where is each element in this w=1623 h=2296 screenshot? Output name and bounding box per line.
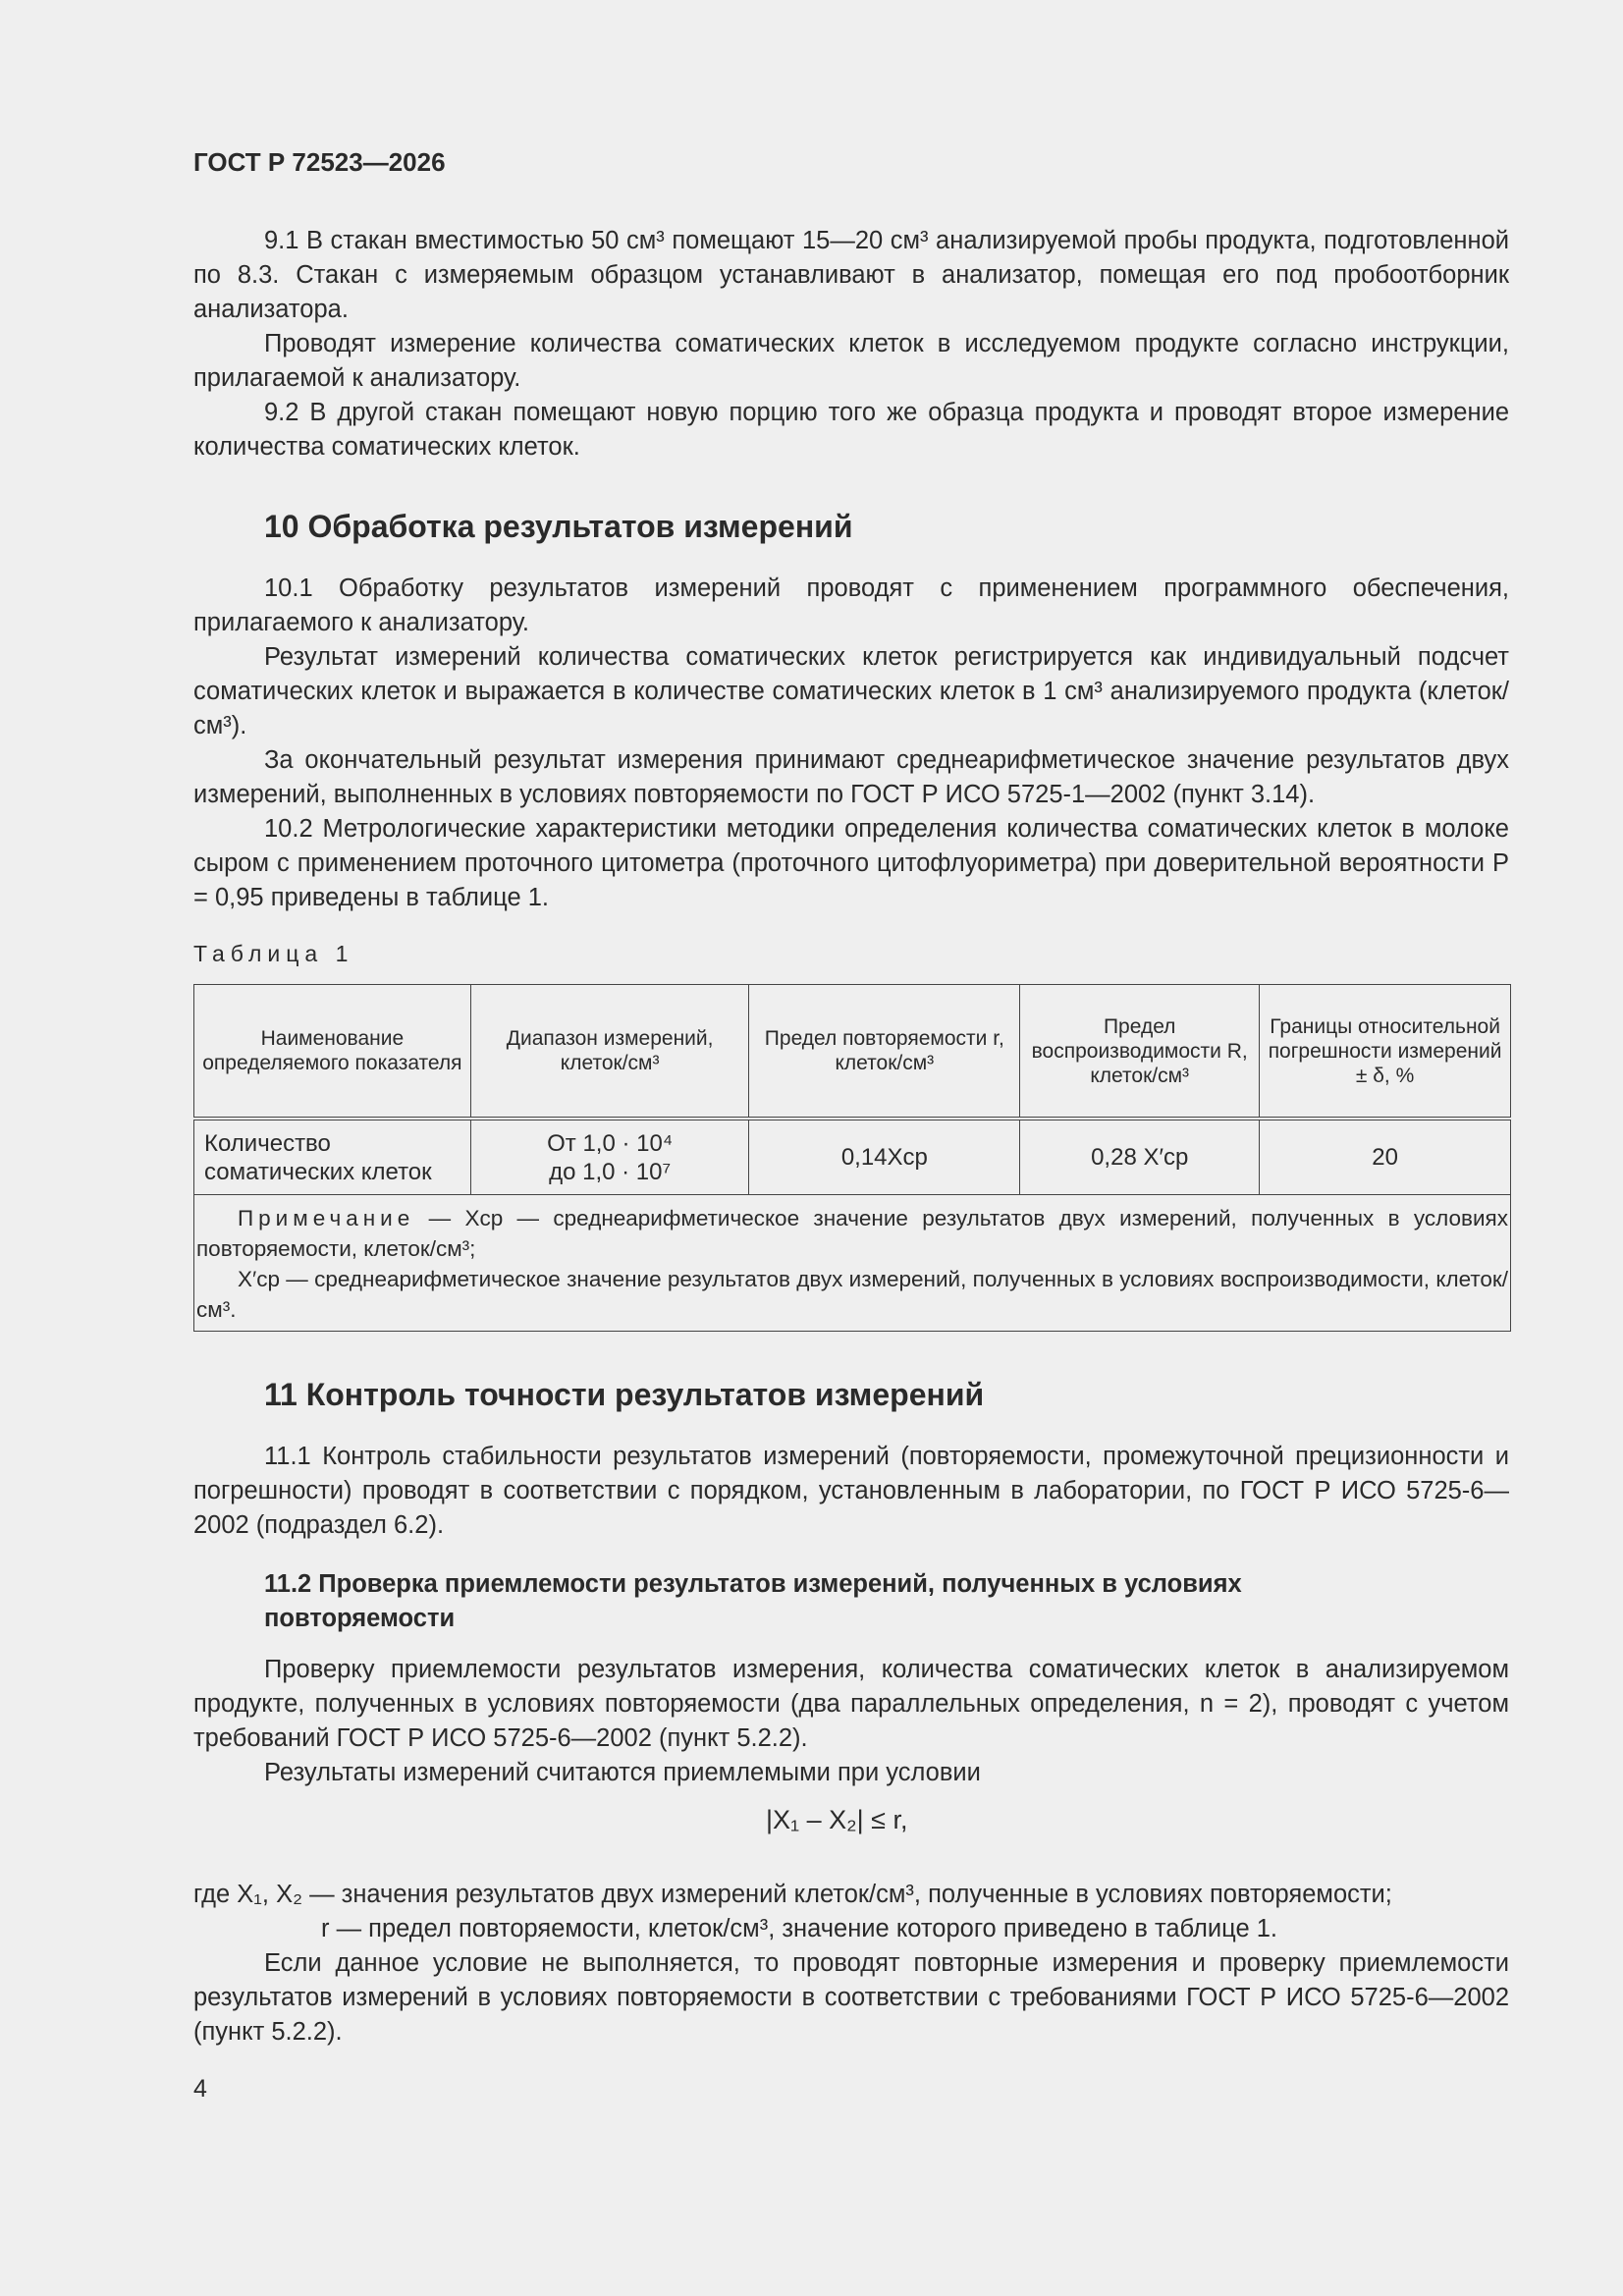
range-to: до 1,0 · 10⁷ — [549, 1158, 672, 1185]
subsection-11-2-title: 11.2 Проверка приемлемости результатов измерений, полученных в условиях повторяемости — [264, 1570, 1242, 1632]
cell-repeatability: 0,14Xср — [749, 1119, 1020, 1195]
paragraph-10-1: 10.1 Обработку результатов измерений проводят с применением программного обеспечения, прилагаемого к анализатору. — [193, 574, 1509, 636]
note-text-1: — Xср — среднеарифметическое значение результатов двух измерений, полученных в условиях повторяемости, клеток/см³; — [196, 1206, 1508, 1261]
section-11-title: 11 Контроль точности результатов измерений — [264, 1377, 985, 1412]
paragraph-9-2: 9.2 В другой стакан помещают новую порцию того же образца продукта и проводят второе измерение количества соматических клеток. — [193, 399, 1509, 461]
formula-explanation — [193, 1878, 1509, 2050]
range-from: От 1,0 · 10⁴ — [547, 1129, 674, 1157]
paragraph-10-1-c: За окончательный результат измерения принимают среднеарифметическое значение результатов двух измерений, выполненных в условиях повторяемости по ГОСТ Р ИСО 5725-1—2002 (пункт 3.14). — [193, 746, 1509, 808]
where-line-2: r — предел повторяемости, клеток/см³, значение которого приведено в таблице 1. — [321, 1915, 1277, 1942]
table-caption: Таблица 1 — [193, 941, 354, 966]
table-row — [194, 1119, 1511, 1195]
paragraph-11-2-block — [193, 1653, 1509, 1790]
paragraph-10-1-b: Результат измерений количества соматических клеток регистрируется как индивидуальный подсчет соматических клеток и выражается в количестве соматических клеток в 1 см³ анализируемого продукта (клеток/см³). — [193, 643, 1509, 739]
acceptance-formula: |X₁ – X₂| ≤ r, — [766, 1805, 908, 1834]
cell-range — [470, 1119, 749, 1195]
paragraph-11-2-c: Если данное условие не выполняется, то проводят повторные измерения и проверку приемлемости результатов измерений в условиях повторяемости в соответствии с требованиями ГОСТ Р ИСО 5725-6—2002 (пункт 5.2.2). — [193, 1949, 1509, 2046]
header-cell: Границы относительной погрешности измерений ± δ, % — [1260, 985, 1511, 1120]
cell-name: Количество соматических клеток — [194, 1119, 471, 1195]
metrology-table — [193, 984, 1511, 1332]
note-line-1 — [196, 1203, 1508, 1264]
document-header: ГОСТ Р 72523—2026 — [193, 147, 446, 177]
header-cell: Диапазон измерений, клеток/см³ — [470, 985, 749, 1120]
table-note — [194, 1195, 1511, 1332]
paragraph-9-1: 9.1 В стакан вместимостью 50 см³ помещают 15—20 см³ анализируемой пробы продукта, подготовленной по 8.3. Стакан с измеряемым образцом устанавливают в анализатор, помещая его под пробоотборник анализатора. — [193, 227, 1509, 323]
header-cell: Предел повторяемости r, клеток/см³ — [749, 985, 1020, 1120]
paragraph-9-1-b: Проводят измерение количества соматических клеток в исследуемом продукте согласно инструкции, прилагаемой к анализатору. — [193, 330, 1509, 392]
table-header-row — [194, 985, 1511, 1120]
paragraph-11-2-b: Результаты измерений считаются приемлемыми при условии — [264, 1759, 981, 1786]
section-10-title: 10 Обработка результатов измерений — [264, 509, 853, 544]
page-number: 4 — [193, 2075, 207, 2103]
paragraph-11-1: 11.1 Контроль стабильности результатов измерений (повторяемости, промежуточной прецизионности и погрешности) проводят в соответствии с порядком, установленным в лаборатории, по ГОСТ Р ИСО 5725-6—2002 (подраздел 6.2). — [193, 1443, 1509, 1539]
section-9-text — [193, 224, 1509, 465]
paragraph-11-2: Проверку приемлемости результатов измерения, количества соматических клеток в анализируемом продукте, полученных в условиях повторяемости (два параллельных определения, n = 2), проводят с учетом требований ГОСТ Р ИСО 5725-6—2002 (пункт 5.2.2). — [193, 1656, 1509, 1752]
paragraph-11-1-block — [193, 1440, 1509, 1543]
cell-reproducibility: 0,28 X′ср — [1020, 1119, 1260, 1195]
where-line-1: где X₁, X₂ — значения результатов двух измерений клеток/см³, полученные в условиях повторяемости; — [193, 1881, 1392, 1908]
header-cell: Предел воспроизводимости R, клеток/см³ — [1020, 985, 1260, 1120]
section-10-text — [193, 572, 1509, 915]
paragraph-10-2: 10.2 Метрологические характеристики методики определения количества соматических клеток в молоке сыром с применением проточного цитометра (проточного цитофлуориметра) при доверительной вероятности P = 0,95 приведены в таблице 1. — [193, 815, 1509, 911]
header-cell: Наименование определяемого показателя — [194, 985, 471, 1120]
table-note-row — [194, 1195, 1511, 1332]
note-label: Примечание — [238, 1206, 415, 1230]
cell-error-bounds: 20 — [1260, 1119, 1511, 1195]
note-line-2: X′ср — среднеарифметическое значение результатов двух измерений, полученных в условиях воспроизводимости, клеток/см³. — [196, 1267, 1508, 1322]
